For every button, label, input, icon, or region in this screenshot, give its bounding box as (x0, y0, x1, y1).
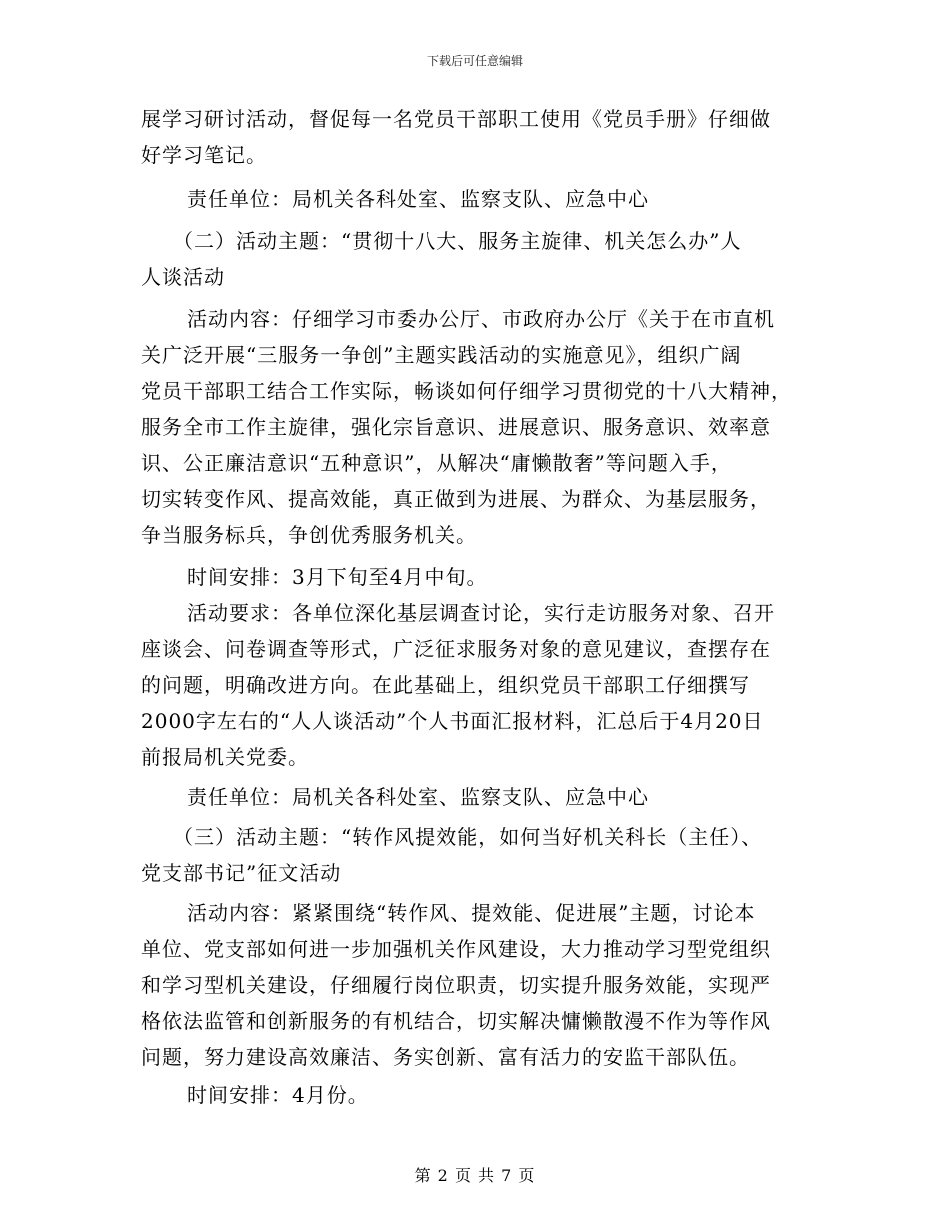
section-heading: 党支部书记”征文活动 (141, 861, 342, 885)
page-header: 下载后可任意编辑 (426, 54, 523, 68)
text-line: 识、公正廉洁意识“五种意识”，从解决“庸懒散奢”等问题入手， (141, 451, 732, 475)
text-line: 责任单位：局机关各科处室、监察支队、应急中心 (187, 187, 649, 211)
text-line: 格依法监管和创新服务的有机结合，切实解决慵懒散漫不作为等作风 (141, 1009, 771, 1033)
text-line: 时间安排：4月份。 (187, 1083, 369, 1107)
text-line: 切实转变作风、提高效能，真正做到为进展、为群众、为基层服务， (141, 487, 771, 511)
section-heading: 人谈活动 (141, 265, 225, 289)
section-heading: （二）活动主题：“贯彻十八大、服务主旋律、机关怎么办”人 (173, 229, 742, 253)
text-line: 2000字左右的“人人谈活动”个人书面汇报材料，汇总后于4月20日 (141, 709, 764, 733)
text-line: 展学习研讨活动，督促每一名党员干部职工使用《党员手册》仔细做 (141, 107, 771, 131)
text-line: 座谈会、问卷调查等形式，广泛征求服务对象的意见建议，查摆存在 (141, 637, 771, 661)
section-heading: （三）活动主题：“转作风提效能，如何当好机关科长（主任）、 (173, 825, 763, 849)
text-line: 时间安排：3月下旬至4月中旬。 (187, 565, 488, 589)
text-line: 活动要求：各单位深化基层调查讨论，实行走访服务对象、召开 (187, 601, 775, 625)
page-footer: 第 2 页 共 7 页 (414, 1166, 536, 1185)
text-line: 前报局机关党委。 (141, 745, 309, 769)
text-line: 服务全市工作主旋律，强化宗旨意识、进展意识、服务意识、效率意 (141, 415, 771, 439)
text-line: 争当服务标兵，争创优秀服务机关。 (141, 523, 477, 547)
text-line: 的问题，明确改进方向。在此基础上，组织党员干部职工仔细撰写 (141, 673, 750, 697)
text-line: 党员干部职工结合工作实际，畅谈如何仔细学习贯彻党的十八大精神， (141, 379, 792, 403)
text-line: 活动内容：紧紧围绕“转作风、提效能、促进展”主题，讨论本 (187, 901, 756, 925)
text-line: 责任单位：局机关各科处室、监察支队、应急中心 (187, 785, 649, 809)
text-line: 活动内容：仔细学习市委办公厅、市政府办公厅《关于在市直机 (187, 307, 775, 331)
text-line: 和学习型机关建设，仔细履行岗位职责，切实提升服务效能，实现严 (141, 973, 771, 997)
text-line: 好学习笔记。 (141, 143, 267, 167)
text-line: 关广泛开展“三服务一争创”主题实践活动的实施意见》，组织广阔 (141, 343, 742, 367)
text-line: 单位、党支部如何进一步加强机关作风建设，大力推动学习型党组织 (141, 937, 771, 961)
text-line: 问题，努力建设高效廉洁、务实创新、富有活力的安监干部队伍。 (141, 1045, 750, 1069)
